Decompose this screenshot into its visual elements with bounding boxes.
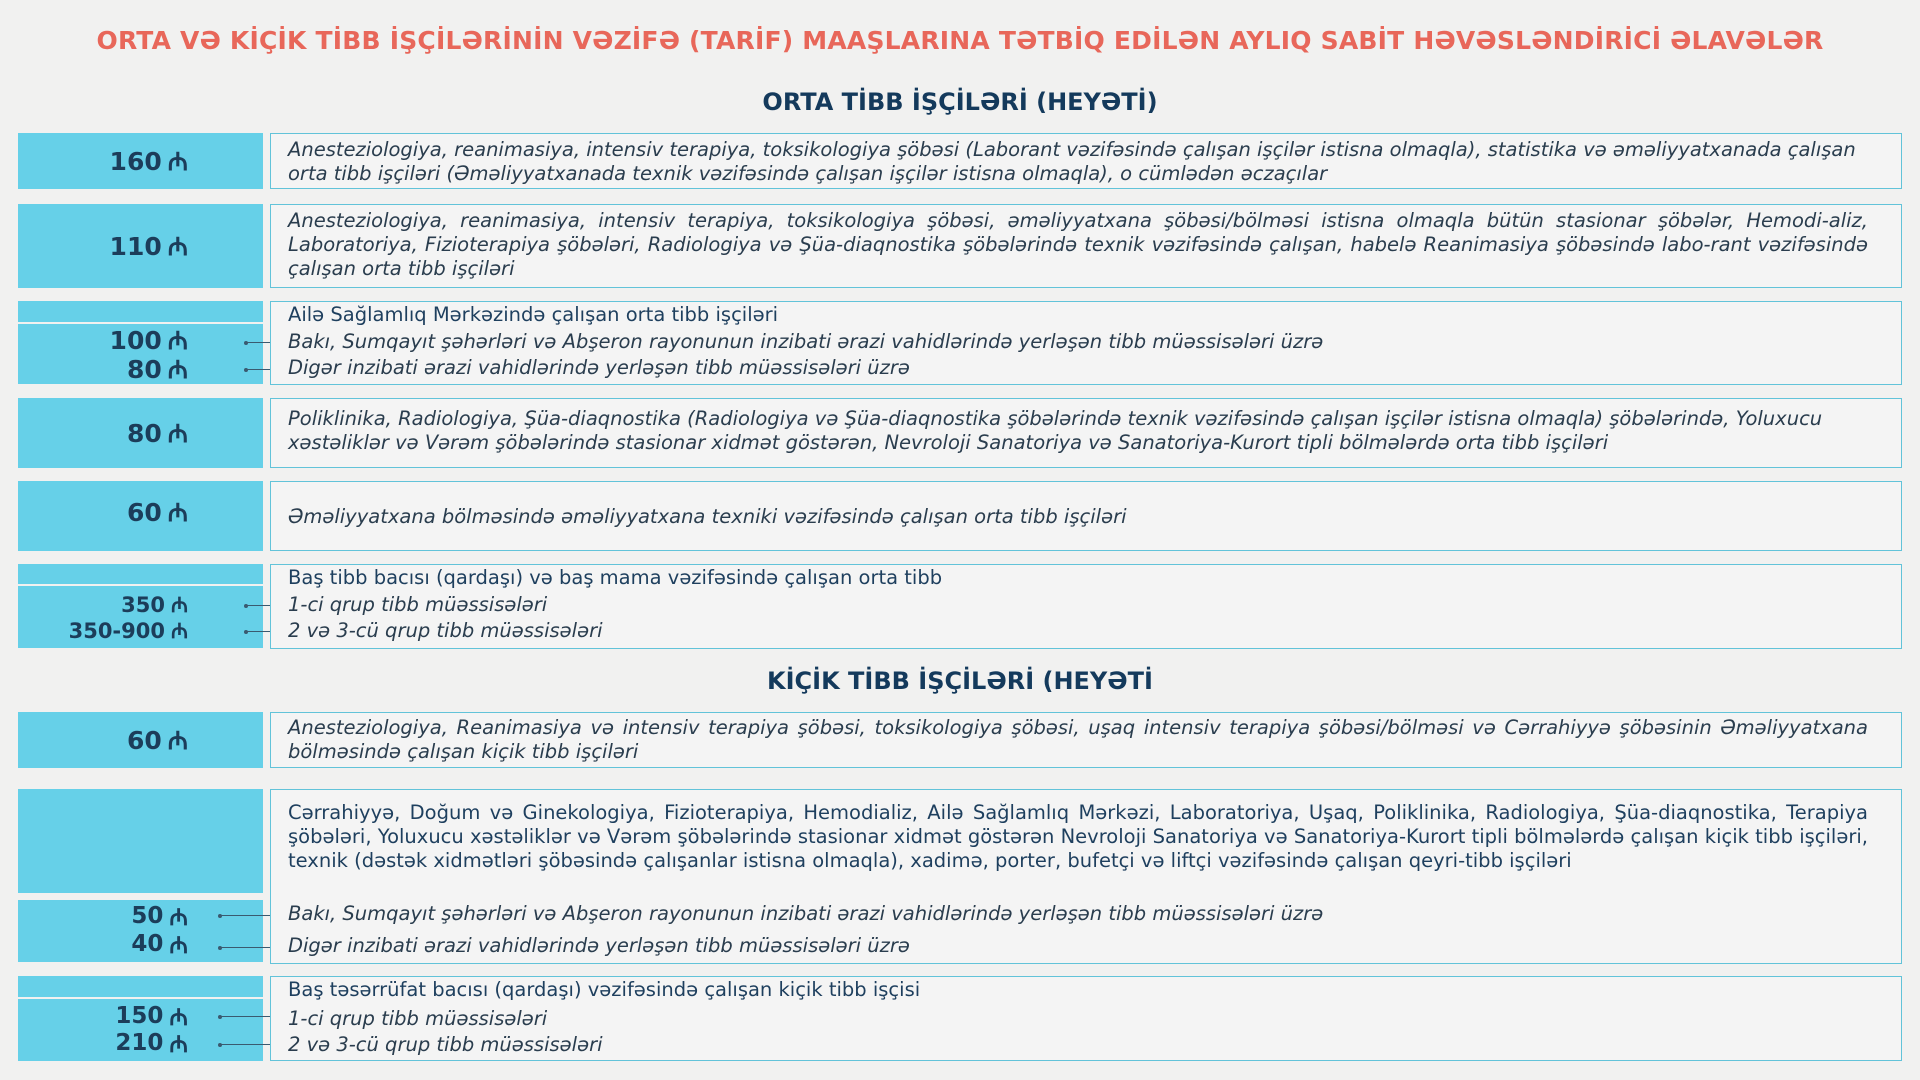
manat-icon: ₼ <box>169 1032 188 1058</box>
manat-icon: ₼ <box>167 419 188 448</box>
amount-label: 40 ₼ <box>18 930 188 958</box>
connector-line <box>220 1044 270 1045</box>
section-heading-orta: ORTA TİBB İŞÇİLƏRİ (HEYƏTİ) <box>762 88 1158 116</box>
description-text: Anesteziologiya, reanimasiya, intensiv terapiya, toksikologiya şöbəsi (Laborant vəzifəsində çalışan işçilər istisna olmaqla), statistika və əməliyyatxanada çalışan orta tibb işçiləri (Əməliyyatxanada texnik vəzifəsində çalışan işçilər istisna olmaqla), o cümlədən əczaçılar <box>288 138 1856 185</box>
manat-icon: ₼ <box>170 619 188 643</box>
connector-line <box>220 1016 270 1017</box>
group-header-text: Baş təsərrüfat bacısı (qardaşı) vəzifəsində çalışan kiçik tibb işçisi <box>288 978 921 1001</box>
description-text: Bakı, Sumqayıt şəhərləri və Abşeron rayonunun inzibati ərazi vahidlərində yerləşən tibb müəssisələri üzrə <box>288 330 1324 353</box>
description-text: 2 və 3-cü qrup tibb müəssisələri <box>288 1033 603 1056</box>
amount-label: 60 ₼ <box>18 481 188 543</box>
description-text: Anesteziologiya, reanimasiya, intensiv terapiya, toksikologiya şöbəsi, əməliyyatxana şöbəsi/bölməsi istisna olmaqla bütün stasionar şöbələr, Hemodi-aliz, Laboratoriya, Fizioterapiya şöbələri, Radiologiya və Şüa-diaqnostika şöbələrində texnik vəzifəsində çalışan, habelə Reanimasiya şöbəsində labo-rant vəzifəsində çalışan orta tibb işçiləri <box>288 209 1868 280</box>
description-text: 1-ci qrup tibb müəssisələri <box>288 593 548 616</box>
manat-icon: ₼ <box>169 933 188 959</box>
group-header-text: Cərrahiyyə, Doğum və Ginekologiya, Fizioterapiya, Hemodializ, Ailə Sağlamlıq Mərkəzi, Laboratoriya, Uşaq, Poliklinika, Radiologiya, Şüa-diaqnostika, Terapiya şöbələri, Yoluxucu xəstəliklər və Vərəm şöbələrində stasionar xidmət göstərən Nevroloji Sanatoriya və Sanatoriya-Kurort tipli bölmələrdə çalışan kiçik tibb işçiləri, texnik (dəstək xidmətləri şöbəsində çalışanlar istisna olmaqla), xadimə, porter, bufetçi və liftçi vəzifəsində çalışan qeyri-tibb işçiləri <box>288 801 1868 872</box>
amount-label: 60 ₼ <box>18 712 188 768</box>
amount-label: 50 ₼ <box>18 902 188 930</box>
manat-icon: ₼ <box>167 232 188 261</box>
manat-icon: ₼ <box>169 905 188 931</box>
amount-label: 110 ₼ <box>18 204 188 288</box>
section-heading-kicik: KİÇİK TİBB İŞÇİLƏRİ (HEYƏTİ <box>767 667 1153 695</box>
amount-label: 100 ₼ <box>18 326 188 354</box>
description-text: 2 və 3-cü qrup tibb müəssisələri <box>288 619 603 642</box>
description-text: Digər inzibati ərazi vahidlərində yerləşən tibb müəssisələri üzrə <box>288 934 910 957</box>
amount-label: 80 ₼ <box>18 355 188 383</box>
manat-icon: ₼ <box>167 498 188 527</box>
description-text: Digər inzibati ərazi vahidlərində yerləşən tibb müəssisələri üzrə <box>288 356 910 379</box>
amount-box-header <box>18 789 263 893</box>
description-text: Bakı, Sumqayıt şəhərləri və Abşeron rayonunun inzibati ərazi vahidlərində yerləşən tibb müəssisələri üzrə <box>288 902 1324 925</box>
amount-label: 80 ₼ <box>18 398 188 468</box>
connector-line <box>246 631 270 632</box>
amount-label: 150 ₼ <box>18 1002 188 1030</box>
connector-line <box>246 342 270 343</box>
amount-label: 350-900 ₼ <box>68 619 188 643</box>
amount-label: 160 ₼ <box>18 133 188 189</box>
manat-icon: ₼ <box>167 326 188 355</box>
description-text: 1-ci qrup tibb müəssisələri <box>288 1007 548 1030</box>
amount-label: 350 ₼ <box>121 593 188 617</box>
description-text: Anesteziologiya, Reanimasiya və intensiv terapiya şöbəsi, toksikologiya şöbəsi, uşaq intensiv terapiya şöbəsi/bölməsi və Cərrahiyyə şöbəsinin Əməliyyatxana bölməsində çalışan kiçik tibb işçiləri <box>288 716 1868 763</box>
description-text: Poliklinika, Radiologiya, Şüa-diaqnostika (Radiologiya və Şüa-diaqnostika şöbələrində texnik vəzifəsində çalışan işçilər istisna olmaqla) şöbələrində, Yoluxucu xəstəliklər və Vərəm şöbələrində stasionar xidmət göstərən, Nevroloji Sanatoriya və Sanatoriya-Kurort tipli bölmələrdə orta tibb işçiləri <box>288 407 1823 454</box>
manat-icon: ₼ <box>167 726 188 755</box>
page-title: ORTA VƏ KİÇİK TİBB İŞÇİLƏRİNİN VƏZİFƏ (TARİF) MAAŞLARINA TƏTBİQ EDİLƏN AYLIQ SABİT HƏVƏSLƏNDİRİCİ ƏLAVƏLƏR <box>96 26 1824 55</box>
connector-line <box>246 605 270 606</box>
connector-line <box>220 915 270 916</box>
description-text: Əməliyyatxana bölməsində əməliyyatxana texniki vəzifəsində çalışan orta tibb işçiləri <box>288 505 1127 528</box>
connector-line <box>220 947 270 948</box>
group-header-text: Ailə Sağlamlıq Mərkəzində çalışan orta tibb işçiləri <box>288 303 779 326</box>
manat-icon: ₼ <box>169 1005 188 1031</box>
connector-line <box>246 369 270 370</box>
amount-box-header <box>18 564 263 584</box>
manat-icon: ₼ <box>170 593 188 617</box>
manat-icon: ₼ <box>167 355 188 384</box>
amount-box-header <box>18 976 263 997</box>
group-header-text: Baş tibb bacısı (qardaşı) və baş mama vəzifəsində çalışan orta tibb <box>288 566 943 589</box>
amount-label: 210 ₼ <box>18 1029 188 1057</box>
manat-icon: ₼ <box>167 147 188 176</box>
amount-box-header <box>18 301 263 322</box>
